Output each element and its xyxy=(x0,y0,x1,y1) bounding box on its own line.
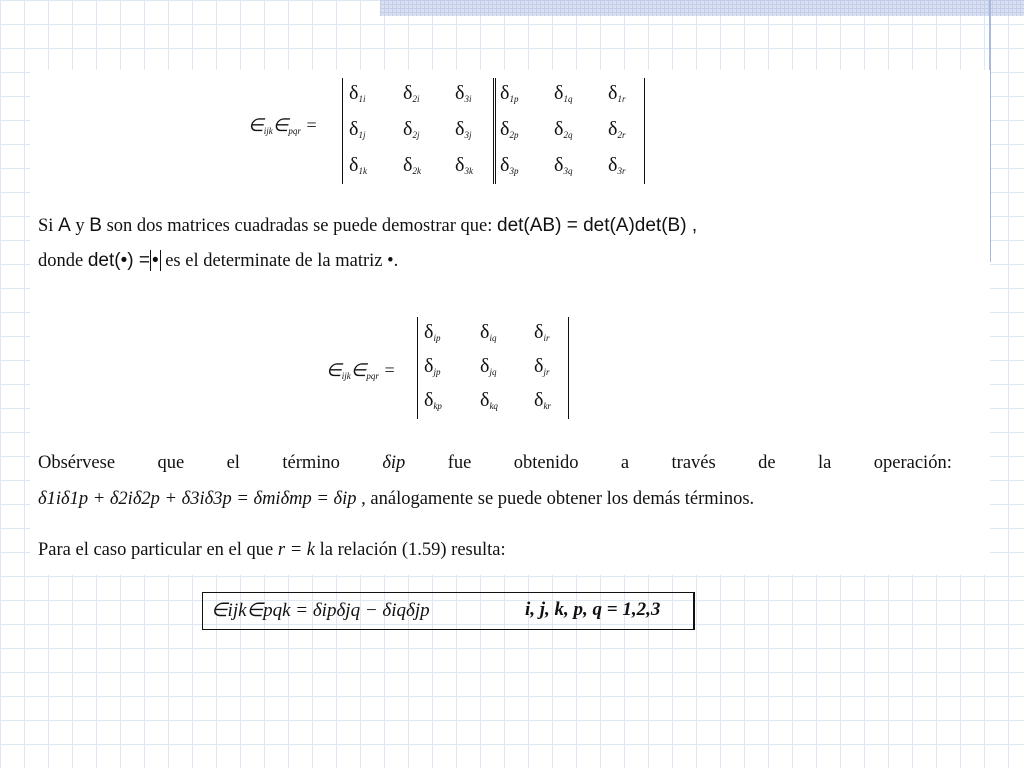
para2-line2 xyxy=(38,489,754,510)
para3-text-a: Para el caso particular en el que xyxy=(38,540,274,560)
word: Obsérvese xyxy=(38,453,116,473)
word: la xyxy=(818,453,832,473)
para1-line1 xyxy=(38,215,697,237)
word: de xyxy=(758,453,776,473)
det-bars: • xyxy=(151,250,159,271)
document-sheet xyxy=(30,70,990,575)
eq1-lhs: $\in_{ijk}\in_{pqr}$ = xyxy=(248,115,318,136)
para3-text-b: la relación (1.59) resulta: xyxy=(319,540,506,560)
eq1-right-determinant: $\delta_{1p}$ $\delta_{1q}$ $\delta_{1r}$ $\delta_{2p}$ $\delta_{2q}$ $\delta_{2r}$ $\delta_{3p}$ $\delta_{3q}$ $\delta_{3r}$ xyxy=(495,78,645,184)
word: el xyxy=(226,453,240,473)
boxed-result-equation xyxy=(202,592,695,630)
word: obtenido xyxy=(513,453,579,473)
eq2-determinant: $\delta_{ip}$ $\delta_{iq}$ $\delta_{ir}$ $\delta_{jp}$ $\delta_{jq}$ $\delta_{jr}$ $\delta_{kp}$ $\delta_{kq}$ $\delta_{kr}$ xyxy=(417,317,569,419)
para1-line2 xyxy=(38,250,398,272)
boxed-formula: ∈ijk∈pqk = δipδjq − δiqδjp xyxy=(211,600,430,621)
det-definition: det(•) = xyxy=(87,250,150,271)
top-decorative-band xyxy=(380,0,1024,16)
bullet-symbol: •. xyxy=(387,251,399,271)
para1-y: y xyxy=(75,216,85,236)
index-range: i, j, k, p, q = 1,2,3 xyxy=(525,599,661,620)
eq2-lhs: $\in_{ijk}\in_{pqr}$ = xyxy=(326,360,396,381)
word: través xyxy=(671,453,716,473)
r-equals-k: r = k xyxy=(277,540,316,560)
para1-line2-text: es el determinate de la matriz xyxy=(165,251,383,271)
word: término xyxy=(282,453,340,473)
delta-ip-term: δip xyxy=(382,453,406,473)
word: operación: xyxy=(873,453,952,473)
para1-donde: donde xyxy=(38,251,84,271)
para1-line1-text: son dos matrices cuadradas se puede demostrar que: xyxy=(106,216,493,236)
delta-contraction-formula: δ1iδ1p + δ2iδ2p + δ3iδ3p = δmiδmp = δip , xyxy=(38,489,366,509)
eq1-left-determinant: $\delta_{1i}$ $\delta_{2i}$ $\delta_{3i}$ $\delta_{1j}$ $\delta_{2j}$ $\delta_{3j}$ $\delta_{1k}$ $\delta_{2k}$ $\delta_{3k}$ xyxy=(342,78,494,184)
para1-si: Si xyxy=(38,216,54,236)
word: fue xyxy=(447,453,472,473)
matrix-a-symbol: A xyxy=(58,215,71,236)
det-product-formula: det(AB) = det(A)det(B) , xyxy=(497,215,698,236)
word: a xyxy=(620,453,630,473)
word: que xyxy=(157,453,185,473)
para2-line2-text: análogamente se puede obtener los demás términos. xyxy=(370,489,755,509)
matrix-b-symbol: B xyxy=(89,215,102,236)
para2-line1 xyxy=(38,453,952,474)
para3-line xyxy=(38,540,506,561)
